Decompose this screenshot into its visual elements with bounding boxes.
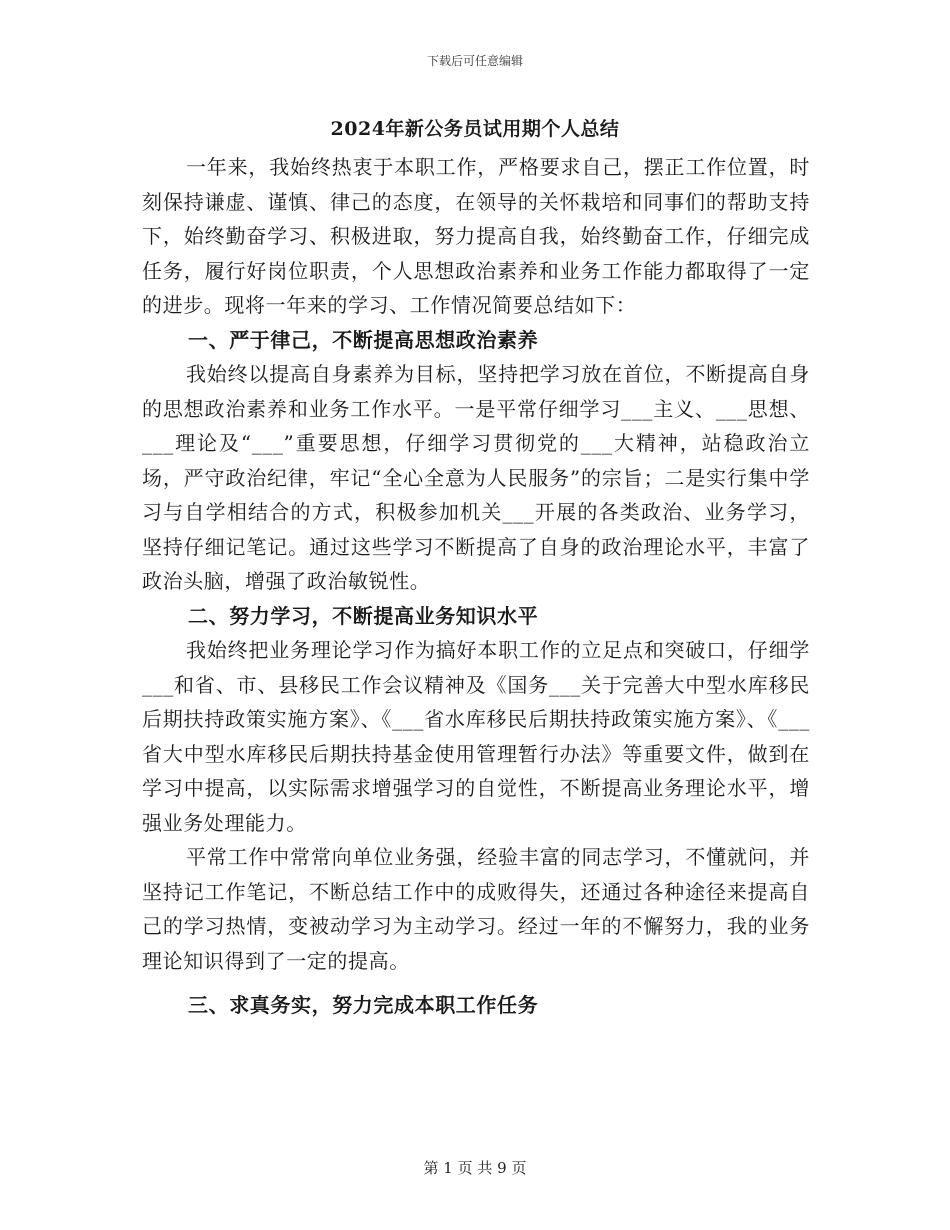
- intro-paragraph: 一年来，我始终热衷于本职工作，严格要求自己，摆正工作位置，时刻保持谦虚、谨慎、律己的态度，在领导的关怀栽培和同事们的帮助支持下，始终勤奋学习、积极进取，努力提高自我，始终勤奋工作，仔细完成任务，履行好岗位职责，个人思想政治素养和业务工作能力都取得了一定的进步。现将一年来的学习、工作情况简要总结如下：: [142, 155, 810, 317]
- document-body: [142, 150, 810, 1023]
- section-1-paragraph: 我始终以提高自身素养为目标，坚持把学习放在首位，不断提高自身的思想政治素养和业务工作水平。一是平常仔细学习___主义、___思想、___理论及“___”重要思想，仔细学习贯彻党的___大精神，站稳政治立场，严守政治纪律，牢记“全心全意为人民服务”的宗旨；二是实行集中学习与自学相结合的方式，积极参加机关___开展的各类政治、业务学习，坚持仔细记笔记。通过这些学习不断提高了自身的政治理论水平，丰富了政治头脑，增强了政治敏锐性。: [142, 362, 810, 593]
- spacer: [142, 978, 810, 988]
- document-title: 2024年新公务员试用期个人总结: [330, 118, 620, 140]
- section-heading-1: 一、严于律己，不断提高思想政治素养: [188, 327, 539, 352]
- header-note: 下载后可任意编辑: [426, 54, 523, 68]
- section-heading-2: 二、努力学习，不断提高业务知识水平: [188, 603, 539, 628]
- section-2-paragraph-2: 平常工作中常常向单位业务强，经验丰富的同志学习，不懂就问，并坚持记工作笔记，不断总结工作中的成败得失，还通过各种途径来提高自己的学习热情，变被动学习为主动学习。经过一年的不懈努力，我的业务理论知识得到了一定的提高。: [142, 845, 810, 973]
- page-footer: 第 1 页 共 9 页: [423, 1159, 527, 1177]
- section-heading-3: 三、求真务实，努力完成本职工作任务: [188, 993, 539, 1017]
- section-2-paragraph-1: 我始终把业务理论学习作为搞好本职工作的立足点和突破口，仔细学___和省、市、县移民工作会议精神及《国务___关于完善大中型水库移民后期扶持政策实施方案》、《___省水库移民后期扶持政策实施方案》、《___省大中型水库移民后期扶持基金使用管理暂行办法》等重要文件，做到在学习中提高，以实际需求增强学习的自觉性，不断提高业务理论水平，增强业务处理能力。: [142, 638, 810, 835]
